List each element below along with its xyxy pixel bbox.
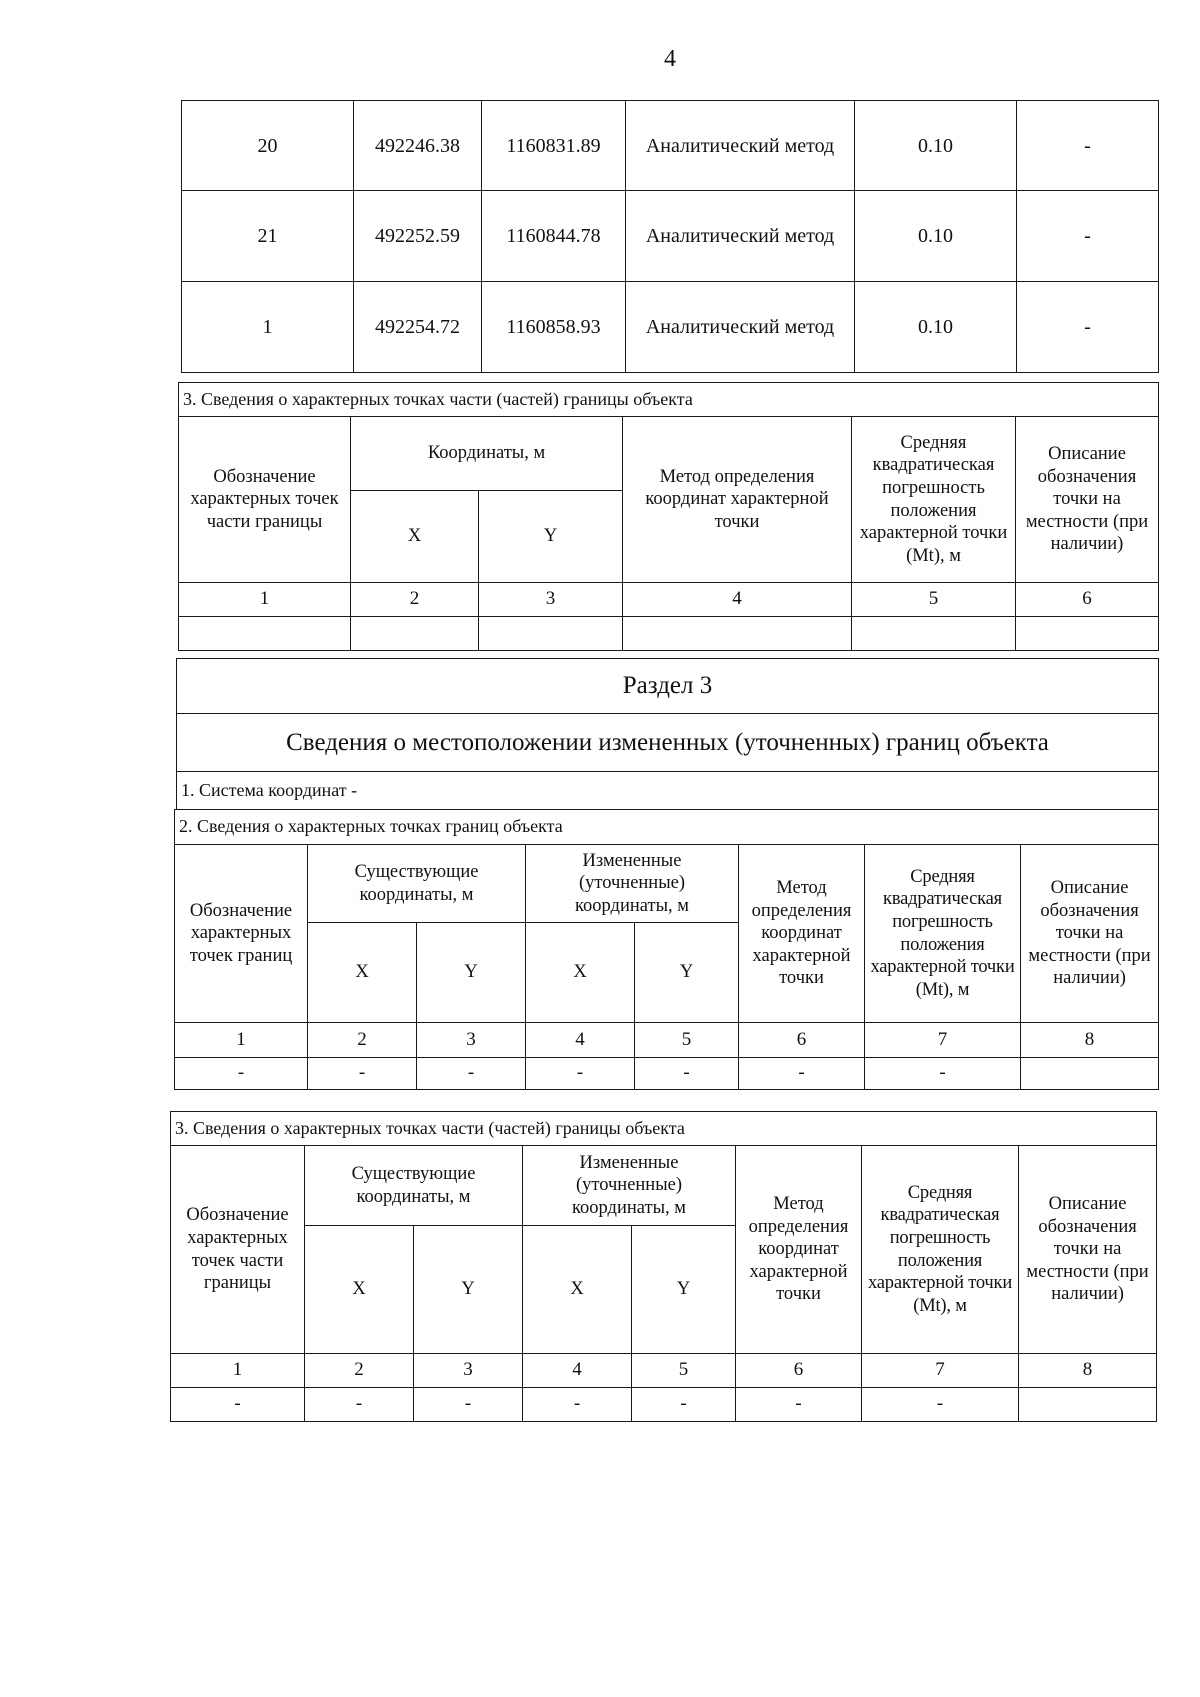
column-numbers-row <box>179 583 1159 617</box>
error: 0.10 <box>855 101 1017 191</box>
header-description: Описание обозначения точки на местности (при наличии) <box>1021 845 1159 1023</box>
table-row <box>179 617 1159 651</box>
column-number: 5 <box>852 583 1016 617</box>
header-error: Средняя квадратическая погрешность положения характерной точки (Mt), м <box>865 845 1021 1023</box>
column-number: 6 <box>1016 583 1159 617</box>
cell: - <box>632 1388 736 1422</box>
section3-header-table <box>176 658 1159 810</box>
empty-cell <box>852 617 1016 651</box>
header-error: Средняя квадратическая погрешность положения характерной точки (Mt), м <box>852 417 1016 583</box>
table-row <box>182 282 1159 373</box>
column-number: 4 <box>523 1354 632 1388</box>
header-y-existing: Y <box>414 1226 523 1354</box>
method: Аналитический метод <box>626 282 855 373</box>
column-number: 1 <box>175 1023 308 1058</box>
section-subtitle: Сведения о местоположении измененных (уточненных) границ объекта <box>177 714 1159 772</box>
description: - <box>1017 191 1159 282</box>
column-number: 5 <box>635 1023 739 1058</box>
description: - <box>1017 101 1159 191</box>
part-points-label: 3. Сведения о характерных точках части (частей) границы объекта <box>179 383 1159 417</box>
point-number: 20 <box>182 101 354 191</box>
cell: - <box>865 1058 1021 1090</box>
column-number: 8 <box>1021 1023 1159 1058</box>
boundary-points-table-continued <box>181 100 1159 373</box>
cell: - <box>414 1388 523 1422</box>
header-changed-coordinates: Измененные (уточненные) координаты, м <box>526 845 739 923</box>
cell: - <box>736 1388 862 1422</box>
column-number: 2 <box>305 1354 414 1388</box>
cell: - <box>862 1388 1019 1422</box>
coord-y: 1160844.78 <box>482 191 626 282</box>
coord-y: 1160831.89 <box>482 101 626 191</box>
point-number: 1 <box>182 282 354 373</box>
method: Аналитический метод <box>626 101 855 191</box>
cell: - <box>308 1058 417 1090</box>
point-number: 21 <box>182 191 354 282</box>
cell: - <box>526 1058 635 1090</box>
cell: - <box>523 1388 632 1422</box>
part-points-label: 3. Сведения о характерных точках части (частей) границы объекта <box>171 1112 1157 1146</box>
column-numbers-row <box>171 1354 1157 1388</box>
column-number: 8 <box>1019 1354 1157 1388</box>
header-method: Метод определения координат характерной точки <box>623 417 852 583</box>
coord-x: 492246.38 <box>354 101 482 191</box>
cell: - <box>171 1388 305 1422</box>
header-y-changed: Y <box>632 1226 736 1354</box>
column-number: 3 <box>414 1354 523 1388</box>
coord-y: 1160858.93 <box>482 282 626 373</box>
header-designation: Обозначение характерных точек части границы <box>171 1146 305 1354</box>
column-number: 3 <box>417 1023 526 1058</box>
header-error: Средняя квадратическая погрешность положения характерной точки (Mt), м <box>862 1146 1019 1354</box>
empty-cell <box>1016 617 1159 651</box>
cell: - <box>305 1388 414 1422</box>
cell: - <box>635 1058 739 1090</box>
points-label: 2. Сведения о характерных точках границ объекта <box>175 810 1159 845</box>
header-method: Метод определения координат характерной точки <box>736 1146 862 1354</box>
header-designation: Обозначение характерных точек части границы <box>179 417 351 583</box>
part-boundary-points-table <box>178 382 1159 651</box>
cell <box>1021 1058 1159 1090</box>
header-designation: Обозначение характерных точек границ <box>175 845 308 1023</box>
column-number: 6 <box>736 1354 862 1388</box>
cell: - <box>175 1058 308 1090</box>
changed-part-boundary-points-table <box>170 1111 1157 1422</box>
header-x-existing: X <box>305 1226 414 1354</box>
header-existing-coordinates: Существующие координаты, м <box>305 1146 523 1226</box>
cell: - <box>417 1058 526 1090</box>
coord-x: 492254.72 <box>354 282 482 373</box>
cell <box>1019 1388 1157 1422</box>
header-description: Описание обозначения точки на местности (при наличии) <box>1016 417 1159 583</box>
column-number: 1 <box>171 1354 305 1388</box>
table-row <box>182 101 1159 191</box>
column-number: 7 <box>862 1354 1019 1388</box>
header-x-existing: X <box>308 923 417 1023</box>
changed-boundary-points-table <box>174 809 1159 1090</box>
header-description: Описание обозначения точки на местности (при наличии) <box>1019 1146 1157 1354</box>
coord-x: 492252.59 <box>354 191 482 282</box>
table-row <box>171 1388 1157 1422</box>
header-method: Метод определения координат характерной точки <box>739 845 865 1023</box>
cell: - <box>739 1058 865 1090</box>
column-number: 1 <box>179 583 351 617</box>
header-existing-coordinates: Существующие координаты, м <box>308 845 526 923</box>
column-numbers-row <box>175 1023 1159 1058</box>
error: 0.10 <box>855 191 1017 282</box>
column-number: 4 <box>623 583 852 617</box>
header-y-existing: Y <box>417 923 526 1023</box>
header-x: X <box>351 491 479 583</box>
column-number: 4 <box>526 1023 635 1058</box>
empty-cell <box>351 617 479 651</box>
column-number: 3 <box>479 583 623 617</box>
column-number: 2 <box>351 583 479 617</box>
coordinate-system: 1. Система координат - <box>177 772 1159 810</box>
column-number: 7 <box>865 1023 1021 1058</box>
header-coordinates: Координаты, м <box>351 417 623 491</box>
method: Аналитический метод <box>626 191 855 282</box>
description: - <box>1017 282 1159 373</box>
table-row <box>182 191 1159 282</box>
empty-cell <box>479 617 623 651</box>
header-x-changed: X <box>526 923 635 1023</box>
header-y: Y <box>479 491 623 583</box>
empty-cell <box>623 617 852 651</box>
header-changed-coordinates: Измененные (уточненные) координаты, м <box>523 1146 736 1226</box>
column-number: 5 <box>632 1354 736 1388</box>
page-number: 4 <box>664 46 676 72</box>
header-x-changed: X <box>523 1226 632 1354</box>
column-number: 6 <box>739 1023 865 1058</box>
column-number: 2 <box>308 1023 417 1058</box>
section-title: Раздел 3 <box>177 659 1159 714</box>
empty-cell <box>179 617 351 651</box>
table-row <box>175 1058 1159 1090</box>
error: 0.10 <box>855 282 1017 373</box>
header-y-changed: Y <box>635 923 739 1023</box>
